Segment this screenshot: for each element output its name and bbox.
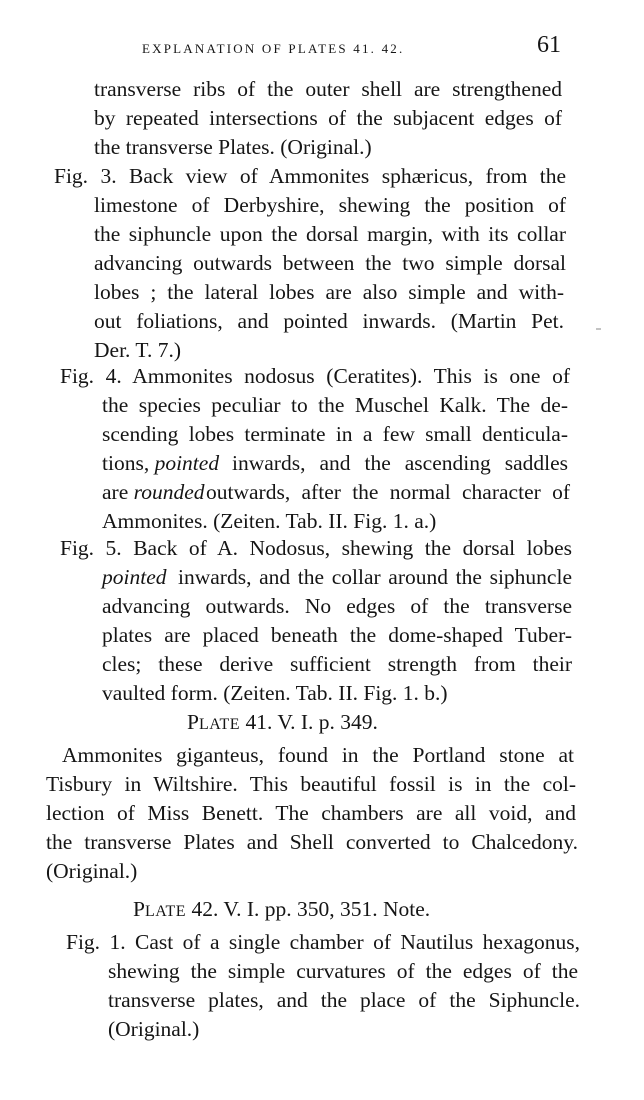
text-run: inwards, and the ascending saddles	[232, 451, 568, 475]
text-line: (Original.)	[46, 859, 138, 883]
text-line: vaulted form. (Zeiten. Tab. II. Fig. 1. b.)	[102, 681, 448, 705]
text-line: advancing outwards between the two simple dorsal	[94, 251, 566, 275]
page-header	[0, 32, 644, 62]
text-line: the transverse Plates and Shell converted to Chalcedony.	[46, 830, 578, 854]
italic-word: rounded	[133, 480, 205, 504]
running-head: EXPLANATION OF PLATES 41. 42.	[142, 41, 405, 56]
plate-initial: P	[133, 897, 145, 921]
text-line: shewing the simple curvatures of the edges of the	[108, 959, 578, 983]
text-line: Ammonites. (Zeiten. Tab. II. Fig. 1. a.)	[102, 509, 437, 533]
text-line: the transverse Plates. (Original.)	[94, 135, 372, 159]
plate-heading	[133, 895, 430, 924]
text-run: inwards, and the collar around the siphuncle	[178, 565, 572, 589]
text-line: cles; these derive sufficient strength from their	[102, 652, 572, 676]
text-line	[102, 478, 570, 507]
text-line: lection of Miss Benett. The chambers are all void, and	[46, 801, 576, 825]
plate-heading	[187, 708, 378, 737]
plate-reference: 41. V. I. p. 349.	[240, 710, 378, 734]
text-line: the species peculiar to the Muschel Kalk. The de-	[102, 393, 568, 417]
text-line: Tisbury in Wiltshire. This beautiful fossil is in the col-	[46, 772, 576, 796]
text-run: are	[102, 480, 134, 504]
text-line: limestone of Derbyshire, shewing the position of	[94, 193, 566, 217]
text-line	[102, 563, 572, 592]
text-line: Fig. 1. Cast of a single chamber of Nautilus hexagonus,	[66, 930, 580, 954]
text-line: Ammonites giganteus, found in the Portland stone at	[62, 743, 574, 767]
page-number: 61	[537, 32, 561, 58]
text-line: lobes ; the lateral lobes are also simple and with-	[94, 280, 564, 304]
plate-reference: 42. V. I. pp. 350, 351. Note.	[186, 897, 431, 921]
text-line	[102, 449, 568, 478]
text-run: tions,	[102, 451, 155, 475]
text-line: the siphuncle upon the dorsal margin, with its collar	[94, 222, 566, 246]
text-line: Fig. 5. Back of A. Nodosus, shewing the dorsal lobes	[60, 536, 572, 560]
text-line: transverse ribs of the outer shell are strengthened	[94, 77, 562, 101]
text-line: advancing outwards. No edges of the transverse	[102, 594, 572, 618]
italic-word: pointed	[102, 565, 167, 589]
text-line: Der. T. 7.)	[94, 338, 181, 362]
text-line: Fig. 3. Back view of Ammonites sphæricus, from the	[54, 164, 566, 188]
text-line: Fig. 4. Ammonites nodosus (Ceratites). This is one of	[60, 364, 570, 388]
plate-initial: P	[187, 710, 199, 734]
ink-speck	[596, 328, 601, 330]
italic-word: pointed	[154, 451, 220, 475]
text-run: outwards, after the normal character of	[206, 480, 570, 504]
text-line: (Original.)	[108, 1017, 200, 1041]
plate-smallcaps: LATE	[144, 903, 187, 920]
text-line: by repeated intersections of the subjacent edges of	[94, 106, 562, 130]
text-line: scending lobes terminate in a few small denticula-	[102, 422, 568, 446]
plate-smallcaps: LATE	[198, 716, 241, 733]
text-line: plates are placed beneath the dome-shaped Tuber-	[102, 623, 572, 647]
text-line: out foliations, and pointed inwards. (Martin Pet.	[94, 309, 564, 333]
text-line: transverse plates, and the place of the Siphuncle.	[108, 988, 580, 1012]
